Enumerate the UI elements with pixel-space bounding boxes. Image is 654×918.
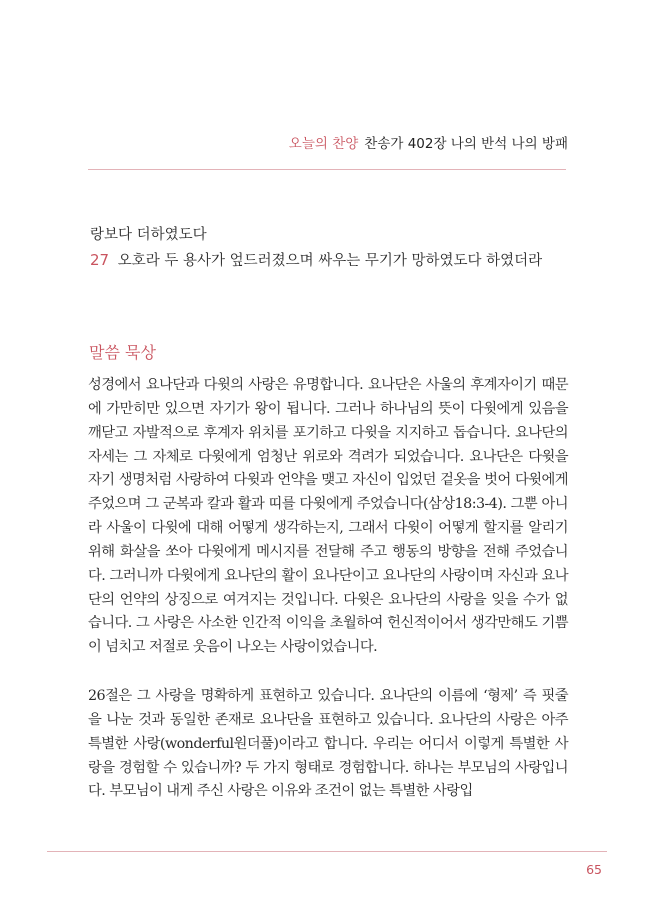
header-hymn-title: 찬송가 402장 나의 반석 나의 방패: [364, 136, 568, 152]
meditation-paragraph-1: 성경에서 요나단과 다윗의 사랑은 유명합니다. 요나단은 사울의 후계자이기 때문에 가만히만 있으면 자기가 왕이 됩니다. 그러나 하나님의 뜻이 다윗에게 있음을 깨닫고 자발적으로 후계자 위치를 포기하고 다윗을 지지하고 돕습니다. 요나단의 자세는 그 자체로 다윗에게 엄청난 위로와 격려가 되었습니다. 요나단은 다윗을 자기 생명처럼 사랑하여 다윗과 언약을 맺고 자신이 입었던 겉옷을 벗어 다윗에게 주었으며 그 군복과 칼과 활과 띠를 다윗에게 주었습니다(삼상18:3-4). 그뿐 아니라 사울이 다윗에 대해 어떻게 생각하는지, 그래서 다윗이 어떻게 할지를 알리기 위해 화살을 쏘아 다윗에게 메시지를 전달해 주고 행동의 방향을 전해 주었습니다. 그러니까 다윗에게 요나단의 활이 요나단이고 요나단의 사랑이며 자신과 요나단의 언약의 상징으로 여겨지는 것입니다. 다윗은 요나단의 사랑을 잊을 수가 없습니다. 그 사랑은 사소한 인간적 이익을 초월하여 헌신적이어서 생각만해도 기쁨이 넘치고 저절로 웃음이 나오는 사랑이었습니다.: [88, 377, 568, 656]
footer-divider: [47, 851, 607, 852]
meditation-paragraph-2: 26절은 그 사랑을 명확하게 표현하고 있습니다. 요나단의 이름에 ‘형제’ 즉 핏줄을 나눈 것과 동일한 존재로 요나단을 표현하고 있습니다. 요나단의 사랑은 아주 특별한 사랑(wonderful원더풀)이라고 합니다. 우리는 어디서 이렇게 특별한 사랑을 경험할 수 있습니까? 두 가지 형태로 경험합니다. 하나는 부모님의 사랑입니다. 부모님이 내게 주신 사랑은 이유와 조건이 없는 특별한 사랑입: [88, 688, 568, 800]
scripture-verses: [90, 223, 580, 274]
verse-continuation: 랑보다 더하였도다: [90, 227, 207, 243]
verse-number: 27: [90, 251, 110, 269]
verse-text: 오호라 두 용사가 엎드러졌으며 싸우는 무기가 망하였도다 하였더라: [117, 253, 543, 269]
header-divider: [88, 169, 566, 170]
page-number: 65: [586, 862, 602, 877]
verse-27: [90, 248, 580, 274]
header-label: 오늘의 찬양: [288, 136, 359, 152]
running-header: [289, 134, 568, 154]
section-title: 말씀 묵상: [89, 343, 156, 362]
